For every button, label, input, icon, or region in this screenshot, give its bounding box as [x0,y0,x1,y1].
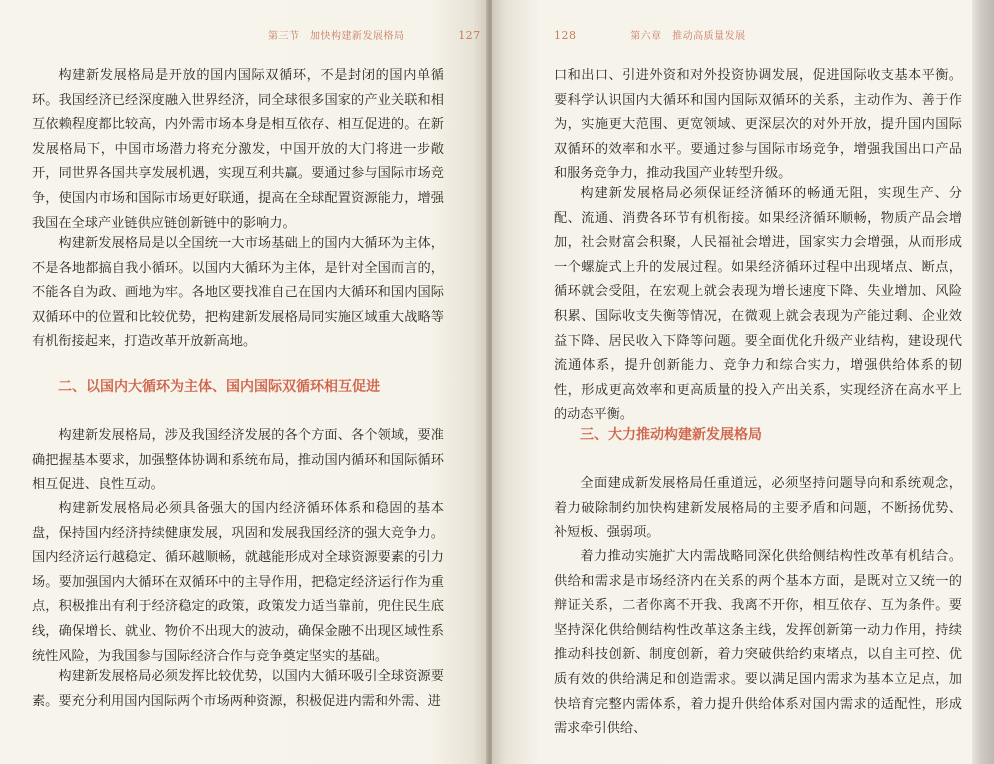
running-header-right [554,27,746,42]
paragraph: 构建新发展格局是以全国统一大市场基础上的国内大循环为主体，不是各地都搞自我小循环。以国内大循环为主体，是针对全国而言的，不能各自为政、画地为牢。各地区要找准自己在国内大循环和国内国际双循环中的位置和比较优势，把构建新发展格局同实施区域重大战略等有机衔接起来，打造改革开放新高地。 [32,236,444,350]
header-section: 第三节 加快构建新发展格局 [268,31,405,42]
paragraph: 构建新发展格局必须发挥比较优势，以国内大循环吸引全球资源要素。要充分利用国内国际两个市场两种资源，积极促进内需和外需、进 [32,669,444,709]
section-heading: 三、大力推动构建新发展格局 [580,427,762,443]
paragraph: 着力推动实施扩大内需战略同深化供给侧结构性改革有机结合。供给和需求是市场经济内在关系的两个基本方面，是既对立又统一的辩证关系，二者你离不开我、我离不开你，相互依存、互为条件。要坚持深化供给侧结构性改革这条主线，发挥创新第一动力作用，持续推动科技创新、制度创新，着力突破供给约束堵点，以自主可控、优质有效的供给满足和创造需求。要以满足国内需求为基本立足点，加快培育完整内需体系，着力提升供给体系对国内需求的适配性，形成需求牵引供给、 [554,549,962,737]
page-number-left: 127 [458,29,481,42]
page-number-right: 128 [554,29,577,42]
paragraph: 口和出口、引进外资和对外投资协调发展，促进国际收支基本平衡。要科学认识国内大循环和国内国际双循环的关系，主动作为、善于作为，实施更大范围、更宽领域、更深层次的对外开放，提升国内国际双循环的效率和水平。要通过参与国际市场竞争，增强我国出口产品和服务竞争力，推动我国产业转型升级。 [554,68,962,182]
paragraph: 构建新发展格局是开放的国内国际双循环，不是封闭的国内单循环。我国经济已经深度融入世界经济，同全球很多国家的产业关联和相互依赖程度都比较高，内外需市场本身是相互依存、相互促进的。在新发展格局下，中国市场潜力将充分激发，中国开放的大门将进一步敞开，同世界各国共享发展机遇，实现互利共赢。要通过参与国际市场竞争，使国内市场和国际市场更好联通，提高在全球配置资源能力，增强我国在全球产业链供应链创新链中的影响力。 [32,68,444,231]
running-header-left [268,27,481,42]
left-page [0,0,488,764]
paragraph: 构建新发展格局必须保证经济循环的畅通无阻，实现生产、分配、流通、消费各环节有机衔接。如果经济循环顺畅，物质产品会增加，社会财富会积聚，人民福祉会增进，国家实力会增强，从而形成一个螺旋式上升的发展过程。如果经济循环过程中出现堵点、断点，循环就会受阻，在宏观上就会表现为增长速度下降、失业增加、风险积累、国际收支失衡等情况，在微观上就会表现为产能过剩、企业效益下降、居民收入下降等问题。要全面优化升级产业结构，建设现代流通体系，提升创新能力、竞争力和综合实力，增强供给体系的韧性，形成更高效率和更高质量的投入产出关系，实现经济在高水平上的动态平衡。 [554,186,962,423]
right-page [492,0,972,764]
page-edge [972,0,994,764]
header-chapter: 第六章 推动高质量发展 [630,31,746,42]
paragraph: 构建新发展格局必须具备强大的国内经济循环体系和稳固的基本盘，保持国内经济持续健康发展，巩固和发展我国经济的强大竞争力。国内经济运行越稳定、循环越顺畅，就越能形成对全球资源要素的引力场。要加强国内大循环在双循环中的主导作用，把稳定经济运行作为重点，积极推出有利于经济稳定的政策，政策发力适当靠前，兜住民生底线，确保增长、就业、物价不出现大的波动，确保金融不出现区域性系统性风险，为我国参与国际经济合作与竞争奠定坚实的基础。 [32,501,444,664]
paragraph: 构建新发展格局，涉及我国经济发展的各个方面、各个领域，要准确把握基本要求，加强整体协调和系统布局，推动国内循环和国际循环相互促进、良性互动。 [32,428,444,493]
section-heading: 二、以国内大循环为主体、国内国际双循环相互促进 [58,379,380,395]
paragraph: 全面建成新发展格局任重道远，必须坚持问题导向和系统观念，着力破除制约加快构建新发展格局的主要矛盾和问题，不断扬优势、补短板、强弱项。 [554,476,962,541]
